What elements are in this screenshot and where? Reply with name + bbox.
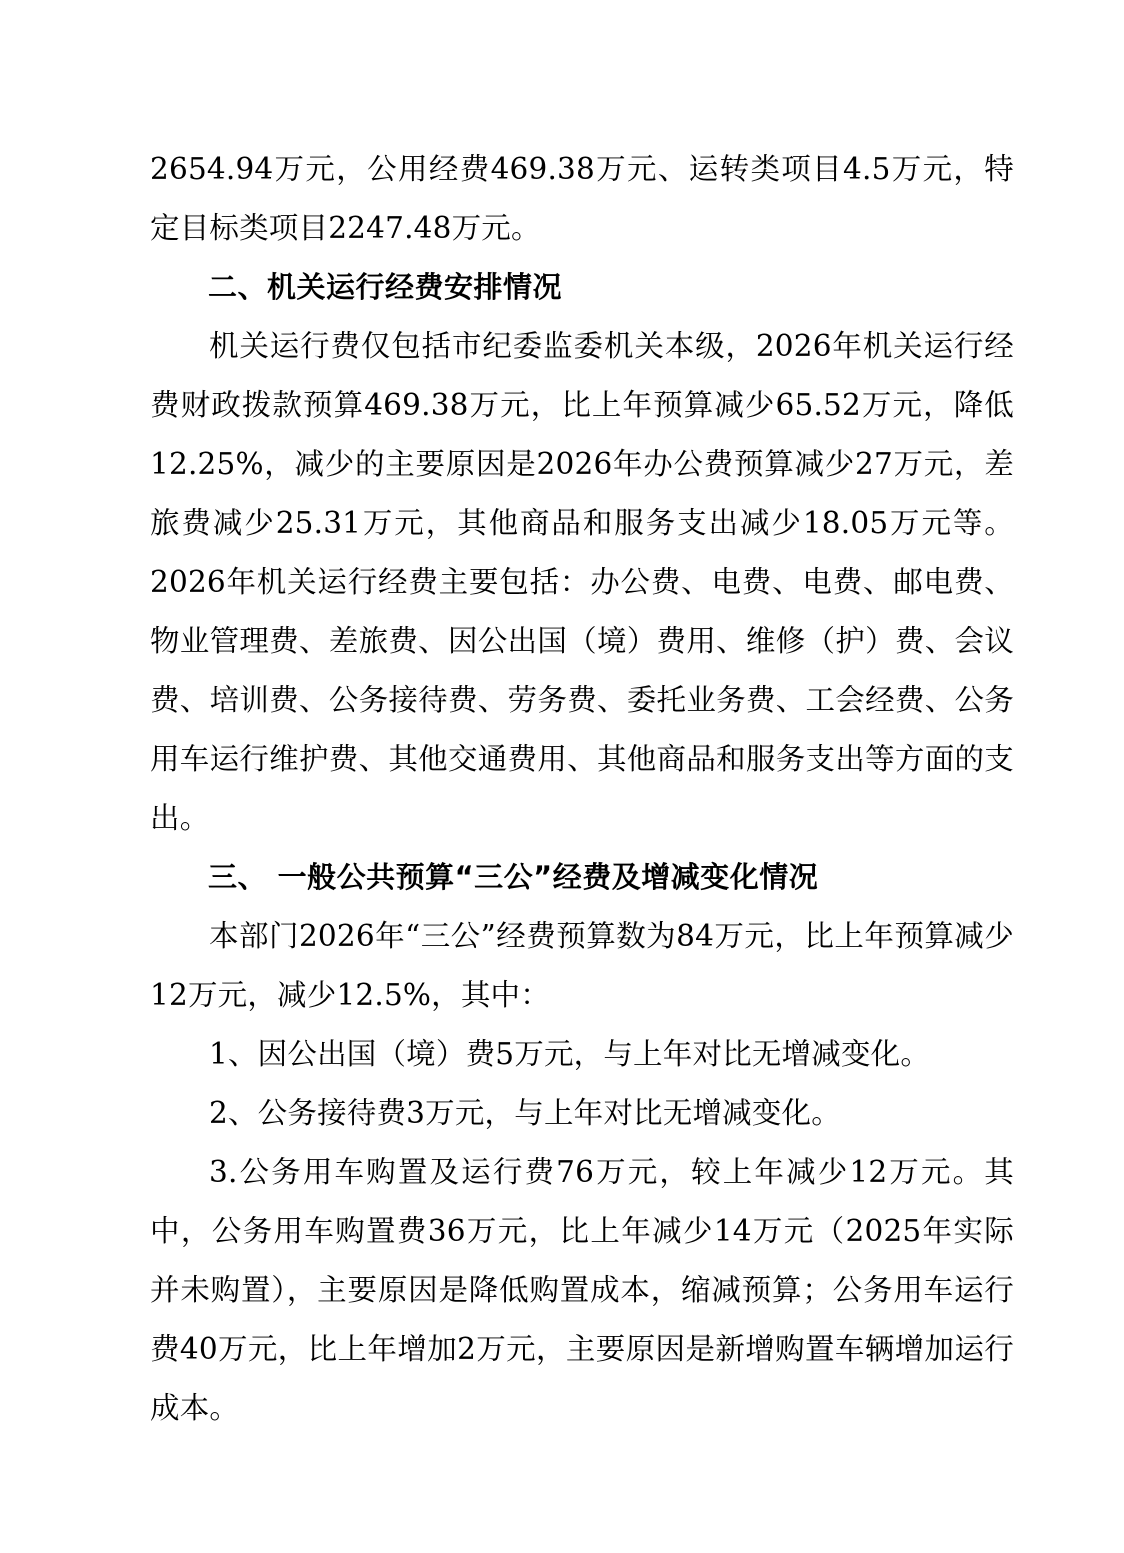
list-item-official-reception: 2、公务接待费3万元，与上年对比无增减变化。 [209,1096,841,1130]
section-heading-three: 三、 一般公共预算“三公”经费及增减变化情况 [208,860,819,894]
document-body [150,140,1014,1438]
paragraph-three-public-funds: 本部门2026年“三公”经费预算数为84万元，比上年预算减少12万元，减少12.5%，其中： [150,919,1014,1012]
section-heading-two: 二、机关运行经费安排情况 [208,270,563,304]
list-item-official-vehicles: 3.公务用车购置及运行费76万元，较上年减少12万元。其中，公务用车购置费36万元，比上年减少14万元（2025年实际并未购置），主要原因是降低购置成本，缩减预算；公务用车运行费40万元，比上年增加2万元，主要原因是新增购置车辆增加运行成本。 [150,1155,1014,1425]
paragraph-continued: 2654.94万元，公用经费469.38万元、运转类项目4.5万元，特定目标类项目2247.48万元。 [150,152,1014,245]
paragraph-operating-expenses: 机关运行费仅包括市纪委监委机关本级，2026年机关运行经费财政拨款预算469.38万元，比上年预算减少65.52万元，降低12.25%，减少的主要原因是2026年办公费预算减少27万元，差旅费减少25.31万元，其他商品和服务支出减少18.05万元等。2026年机关运行经费主要包括：办公费、电费、电费、邮电费、物业管理费、差旅费、因公出国（境）费用、维修（护）费、会议费、培训费、公务接待费、劳务费、委托业务费、工会经费、公务用车运行维护费、其他交通费用、其他商品和服务支出等方面的支出。 [150,329,1014,835]
list-item-overseas-travel: 1、因公出国（境）费5万元，与上年对比无增减变化。 [209,1037,931,1071]
